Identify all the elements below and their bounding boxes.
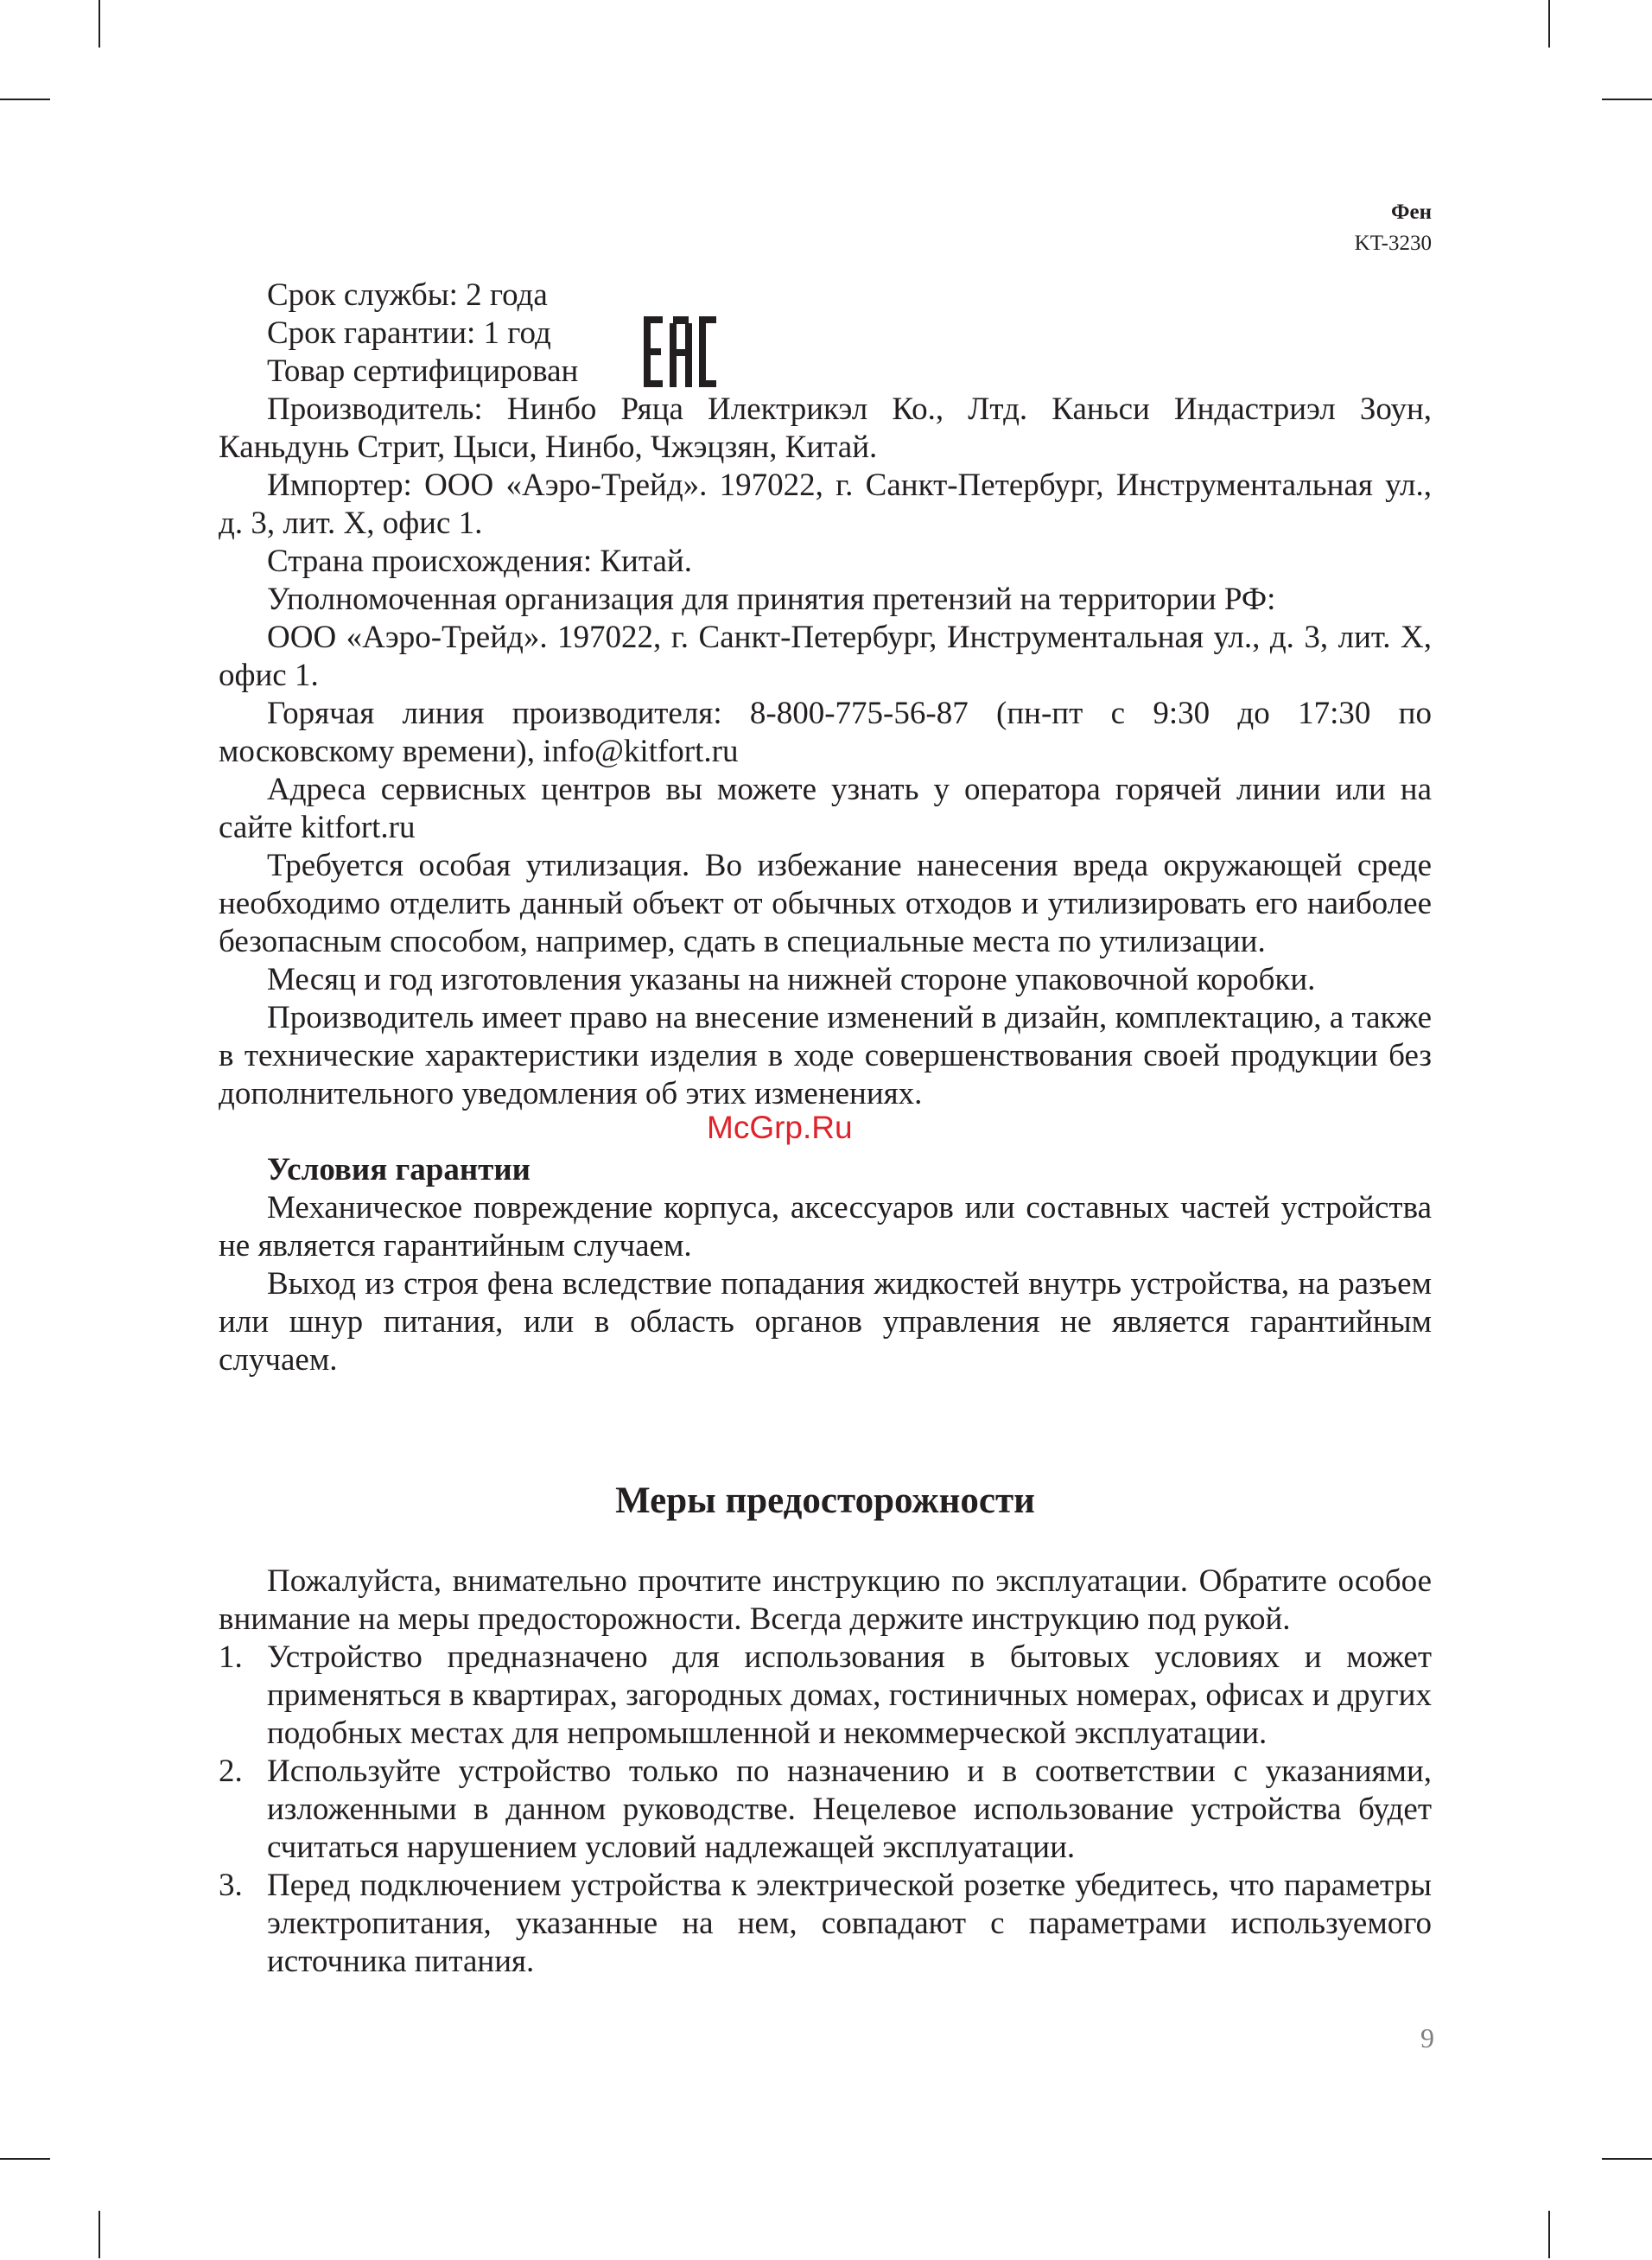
- manufacturer-info: Производитель: Нинбо Ряца Илектрикэл Ко., Лтд. Каньси Индастриэл Зоун, Каньдунь Стрит, Цыси, Нинбо, Чжэцзян, Китай.: [219, 392, 1432, 465]
- importer-info: Импортер: ООО «Аэро-Трейд». 197022, г. Санкт-Петербург, Инструментальная ул., д. 3, лит. Х, офис 1.: [219, 468, 1432, 541]
- precautions-intro: Пожалуйста, внимательно прочтите инструкцию по эксплуатации. Обратите особое внимание на меры предосторожности. Всегда держите инструкцию под рукой.: [219, 1563, 1432, 1637]
- page-number: 9: [1420, 2022, 1434, 2053]
- precautions-list: [219, 1639, 1432, 1981]
- crop-mark: [1548, 2211, 1550, 2258]
- list-item: [219, 1753, 1432, 1867]
- header-model: KT-3230: [1354, 232, 1432, 255]
- crop-mark: [1548, 0, 1550, 48]
- list-item-text: Используйте устройство только по назначению и в соответствии с указаниями, изложенными в данном руководстве. Нецелевое использование устройства будет считаться нарушением условий надлежащей эксплуатации.: [267, 1754, 1432, 1865]
- warranty-condition-paragraph: Механическое повреждение корпуса, аксессуаров или составных частей устройства не является гарантийным случаем.: [219, 1190, 1432, 1264]
- authorized-org-label: Уполномоченная организация для принятия претензий на территории РФ:: [267, 582, 1276, 617]
- hotline-info: Горячая линия производителя: 8-800-775-56-87 (пн-пт с 9:30 до 17:30 по московскому времени), info@kitfort.ru: [219, 696, 1432, 769]
- list-item-text: Устройство предназначено для использования в бытовых условиях и может применяться в квартирах, загородных домах, гостиничных номерах, офисах и других подобных местах для непромышленной и некоммерческой эксплуатации.: [267, 1639, 1432, 1751]
- manufacture-date-notice: Месяц и год изготовления указаны на нижней стороне упаковочной коробки.: [267, 962, 1316, 997]
- list-item-number: 1.: [219, 1639, 243, 1675]
- disposal-notice: Требуется особая утилизация. Во избежание нанесения вреда окружающей среде необходимо отделить данный объект от обычных отходов и утилизировать его наиболее безопасным способом, например, сдать в специальные места по утилизации.: [219, 848, 1432, 959]
- crop-mark: [0, 2158, 50, 2160]
- precautions-title: Меры предосторожности: [615, 1480, 1035, 1521]
- crop-mark: [1602, 99, 1652, 100]
- crop-mark: [98, 2211, 100, 2258]
- service-centers-info: Адреса сервисных центров вы можете узнать у оператора горячей линии или на сайте kitfort.ru: [219, 772, 1432, 845]
- list-item-text: Перед подключением устройства к электрической розетке убедитесь, что параметры электропитания, указанные на нем, совпадают с параметрами используемого источника питания.: [267, 1868, 1432, 1979]
- watermark: McGrp.Ru: [707, 1110, 853, 1145]
- list-item-number: 2.: [219, 1754, 243, 1789]
- crop-mark: [1602, 2158, 1652, 2160]
- service-life: Срок службы: 2 года: [267, 277, 548, 313]
- running-header: [1355, 197, 1432, 259]
- warranty-condition-paragraph: Выход из строя фена вследствие попадания жидкостей внутрь устройства, на разъем или шнур питания, или в область органов управления не является гарантийным случаем.: [219, 1266, 1432, 1378]
- authorized-org-address: ООО «Аэро-Трейд». 197022, г. Санкт-Петербург, Инструментальная ул., д. 3, лит. Х, офис 1.: [219, 620, 1432, 693]
- header-product: Фен: [1391, 201, 1432, 224]
- warranty-period: Срок гарантии: 1 год: [267, 315, 551, 351]
- list-item: [219, 1867, 1432, 1981]
- list-item: [219, 1639, 1432, 1753]
- design-changes-notice: Производитель имеет право на внесение изменений в дизайн, комплектацию, а также в технические характеристики изделия в ходе совершенствования своей продукции без дополнительного уведомления об этих изменениях.: [219, 1000, 1432, 1111]
- crop-mark: [98, 0, 100, 48]
- crop-mark: [0, 99, 50, 100]
- list-item-number: 3.: [219, 1868, 243, 1903]
- certified-notice: Товар сертифицирован: [267, 353, 579, 389]
- country-of-origin: Страна происхождения: Китай.: [267, 544, 692, 579]
- warranty-conditions-title: Условия гарантии: [267, 1152, 531, 1187]
